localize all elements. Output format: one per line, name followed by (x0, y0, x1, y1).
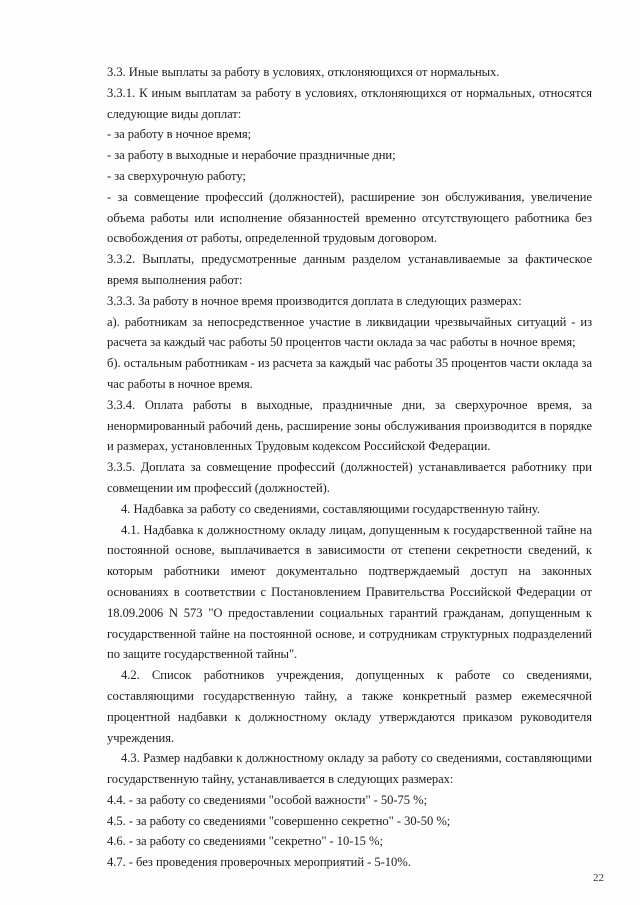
paragraph-4-1: 4.1. Надбавка к должностному окладу лицам, допущенным к государственной тайне на постоянной основе, выплачивается в зависимости от степени секретности сведений, к которым работники имеют документально подтверждаемый доступ на законных основаниях в соответствии с Постановлением Правительства Российской Федерации от 18.09.2006 N 573 "О предоставлении социальных гарантий гражданам, допущенным к государственной тайне на постоянной основе, и сотрудникам структурных подразделений по защите государственной тайны". (107, 522, 592, 662)
paragraph-3-3-3: 3.3.3. За работу в ночное время производится доплата в следующих размерах: (107, 293, 522, 308)
list-item-overtime-work: - за сверхурочную работу; (107, 168, 246, 183)
list-item-combining-professions: - за совмещение профессий (должностей), расширение зон обслуживания, увеличение объема работы или исполнение обязанностей временно отсутствующего работника без освобождения от работы, определенной трудовым договором. (107, 189, 592, 246)
paragraph-4-4: 4.4. - за работу со сведениями "особой важности" - 50-75 %; (107, 792, 428, 807)
paragraph-3-3-5: 3.3.5. Доплата за совмещение профессий (должностей) устанавливается работнику при совмещении им профессий (должностей). (107, 460, 592, 495)
paragraph-4-6: 4.6. - за работу со сведениями "секретно" - 10-15 %; (107, 834, 383, 849)
paragraph-4-2: 4.2. Список работников учреждения, допущенных к работе со сведениями, составляющими государственную тайну, а также конкретный размер ежемесячной процентной надбавки к должностному окладу утверждаются приказом руководителя учреждения. (107, 668, 592, 745)
paragraph-3-3-3-b: б). остальным работникам - из расчета за каждый час работы 35 процентов части оклада за час работы в ночное время. (107, 356, 592, 391)
paragraph-3-3-4: 3.3.4. Оплата работы в выходные, праздничные дни, за сверхурочное время, за ненормированный рабочий день, расширение зоны обслуживания производится в порядке и размерах, установленных Трудовым кодексом Российской Федерации. (107, 397, 592, 454)
paragraph-3-3-3-a: а). работникам за непосредственное участие в ликвидации чрезвычайных ситуаций - из расчета за каждый час работы 50 процентов части оклада за час работы в ночное время; (107, 314, 592, 350)
section-4-heading: 4. Надбавка за работу со сведениями, составляющими государственную тайну. (121, 501, 540, 516)
paragraph-4-7: 4.7. - без проведения проверочных мероприятий - 5-10%. (107, 855, 411, 870)
list-item-holiday-work: - за работу в выходные и нерабочие праздничные дни; (107, 148, 396, 163)
paragraph-4-3: 4.3. Размер надбавки к должностному окладу за работу со сведениями, составляющими государственную тайну, устанавливается в следующих размерах: (107, 751, 592, 787)
paragraph-4-5: 4.5. - за работу со сведениями "совершенно секретно" - 30-50 %; (107, 813, 451, 828)
paragraph-3-3-1: 3.3.1. К иным выплатам за работу в условиях, отклоняющихся от нормальных, относятся следующие виды доплат: (107, 85, 592, 121)
paragraph-3-3-2: 3.3.2. Выплаты, предусмотренные данным разделом устанавливаемые за фактическое время выполнения работ: (107, 252, 592, 287)
page-number: 22 (593, 872, 604, 884)
paragraph-3-3: 3.3. Иные выплаты за работу в условиях, отклоняющихся от нормальных. (107, 65, 500, 79)
list-item-night-work: - за работу в ночное время; (107, 127, 252, 142)
document-body (107, 62, 592, 873)
